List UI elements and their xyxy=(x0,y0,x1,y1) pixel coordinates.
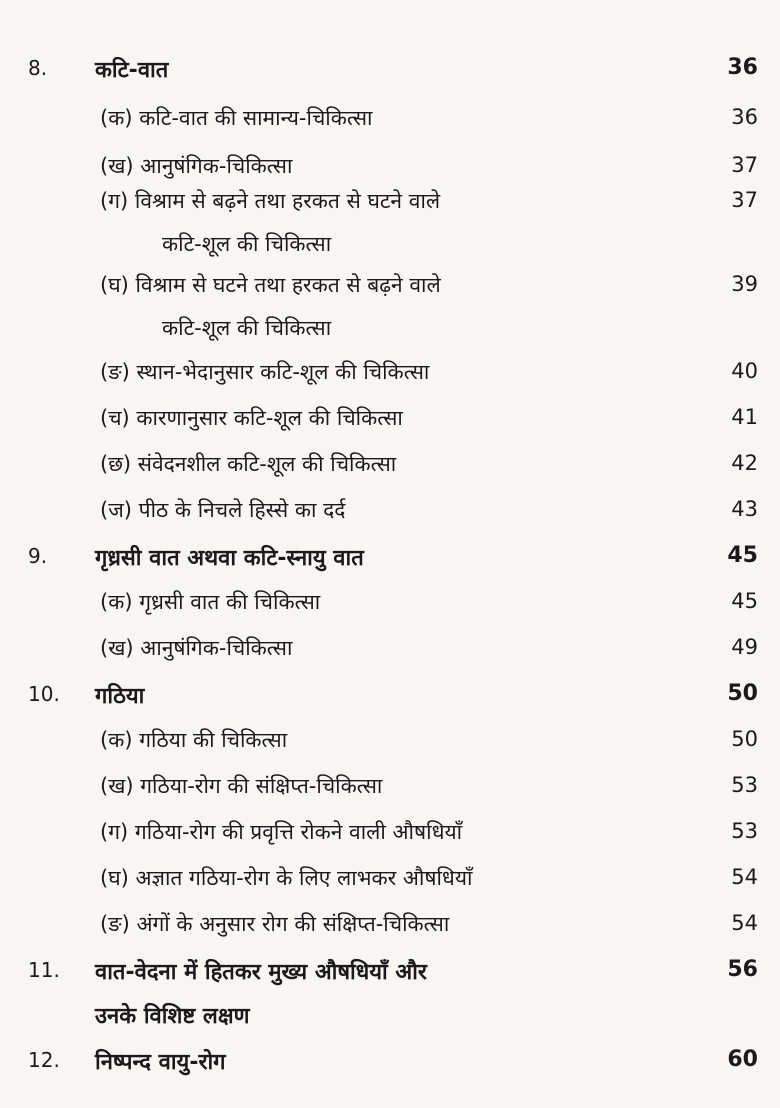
section-title: (क) गठिया की चिकित्सा xyxy=(100,728,288,752)
section-title: कटि-शूल की चिकित्सा xyxy=(162,316,332,340)
toc-continuation-row xyxy=(0,310,780,350)
page-number: 54 xyxy=(731,865,758,889)
toc-section-row xyxy=(0,446,780,486)
toc-section-row xyxy=(0,860,780,900)
section-title: (ङ) अंगों के अनुसार रोग की संक्षिप्त-चिकित्सा xyxy=(100,912,450,936)
page-number: 36 xyxy=(727,55,758,80)
page-number: 39 xyxy=(731,272,758,296)
toc-chapter-row xyxy=(0,50,780,90)
chapter-number: 12. xyxy=(28,1048,60,1072)
chapter-title: गृध्रसी वात अथवा कटि-स्नायु वात xyxy=(95,546,364,571)
section-title: उनके विशिष्ट लक्षण xyxy=(95,1004,250,1029)
toc-section-row xyxy=(0,148,780,188)
toc-section-row xyxy=(0,630,780,670)
page-number: 42 xyxy=(731,451,758,475)
toc-chapter-row xyxy=(0,538,780,578)
section-title: (ख) आनुषंगिक-चिकित्सा xyxy=(100,154,293,178)
toc-section-row xyxy=(0,722,780,762)
page-number: 49 xyxy=(731,635,758,659)
chapter-title: निष्पन्द वायु-रोग xyxy=(95,1050,226,1075)
toc-chapter-row xyxy=(0,676,780,716)
toc-section-row xyxy=(0,492,780,532)
toc-continuation-row xyxy=(0,996,780,1036)
toc-section-row xyxy=(0,183,780,223)
toc-section-row xyxy=(0,400,780,440)
page-number: 53 xyxy=(731,819,758,843)
page-number: 45 xyxy=(727,543,758,568)
section-title: (ङ) स्थान-भेदानुसार कटि-शूल की चिकित्सा xyxy=(100,360,430,384)
section-title: (ग) गठिया-रोग की प्रवृत्ति रोकने वाली औषधियाँ xyxy=(100,820,463,844)
toc-section-row xyxy=(0,100,780,140)
page-number: 56 xyxy=(727,957,758,982)
chapter-number: 10. xyxy=(28,682,60,706)
section-title: (ख) आनुषंगिक-चिकित्सा xyxy=(100,636,293,660)
page-number: 37 xyxy=(731,153,758,177)
toc-chapter-row xyxy=(0,952,780,992)
page-number: 40 xyxy=(731,359,758,383)
toc-chapter-row xyxy=(0,1042,780,1082)
section-title: (घ) अज्ञात गठिया-रोग के लिए लाभकर औषधियाँ xyxy=(100,866,473,890)
section-title: (ख) गठिया-रोग की संक्षिप्त-चिकित्सा xyxy=(100,774,383,798)
chapter-title: कटि-वात xyxy=(95,58,169,83)
page-number: 50 xyxy=(731,727,758,751)
toc-section-row xyxy=(0,768,780,808)
section-title: (क) गृध्रसी वात की चिकित्सा xyxy=(100,590,321,614)
page-number: 53 xyxy=(731,773,758,797)
chapter-number: 9. xyxy=(28,544,48,568)
section-title: (घ) विश्राम से घटने तथा हरकत से बढ़ने वाले xyxy=(100,273,441,297)
section-title: (च) कारणानुसार कटि-शूल की चिकित्सा xyxy=(100,406,403,430)
toc-section-row xyxy=(0,906,780,946)
page-number: 50 xyxy=(727,681,758,706)
page-number: 36 xyxy=(731,105,758,129)
page-number: 54 xyxy=(731,911,758,935)
page-number: 60 xyxy=(727,1047,758,1072)
toc-section-row xyxy=(0,814,780,854)
chapter-title: वात-वेदना में हितकर मुख्य औषधियाँ और xyxy=(95,960,427,985)
toc-section-row xyxy=(0,584,780,624)
section-title: (ज) पीठ के निचले हिस्से का दर्द xyxy=(100,498,346,522)
toc-continuation-row xyxy=(0,226,780,266)
section-title: कटि-शूल की चिकित्सा xyxy=(162,232,332,256)
toc-section-row xyxy=(0,267,780,307)
page-number: 43 xyxy=(731,497,758,521)
section-title: (छ) संवेदनशील कटि-शूल की चिकित्सा xyxy=(100,452,397,476)
page-number: 45 xyxy=(731,589,758,613)
page-number: 41 xyxy=(731,405,758,429)
section-title: (ग) विश्राम से बढ़ने तथा हरकत से घटने वाले xyxy=(100,189,441,213)
section-title: (क) कटि-वात की सामान्य-चिकित्सा xyxy=(100,106,373,130)
chapter-number: 11. xyxy=(28,958,60,982)
chapter-number: 8. xyxy=(28,56,48,80)
page-number: 37 xyxy=(731,188,758,212)
toc-section-row xyxy=(0,354,780,394)
chapter-title: गठिया xyxy=(95,684,145,709)
